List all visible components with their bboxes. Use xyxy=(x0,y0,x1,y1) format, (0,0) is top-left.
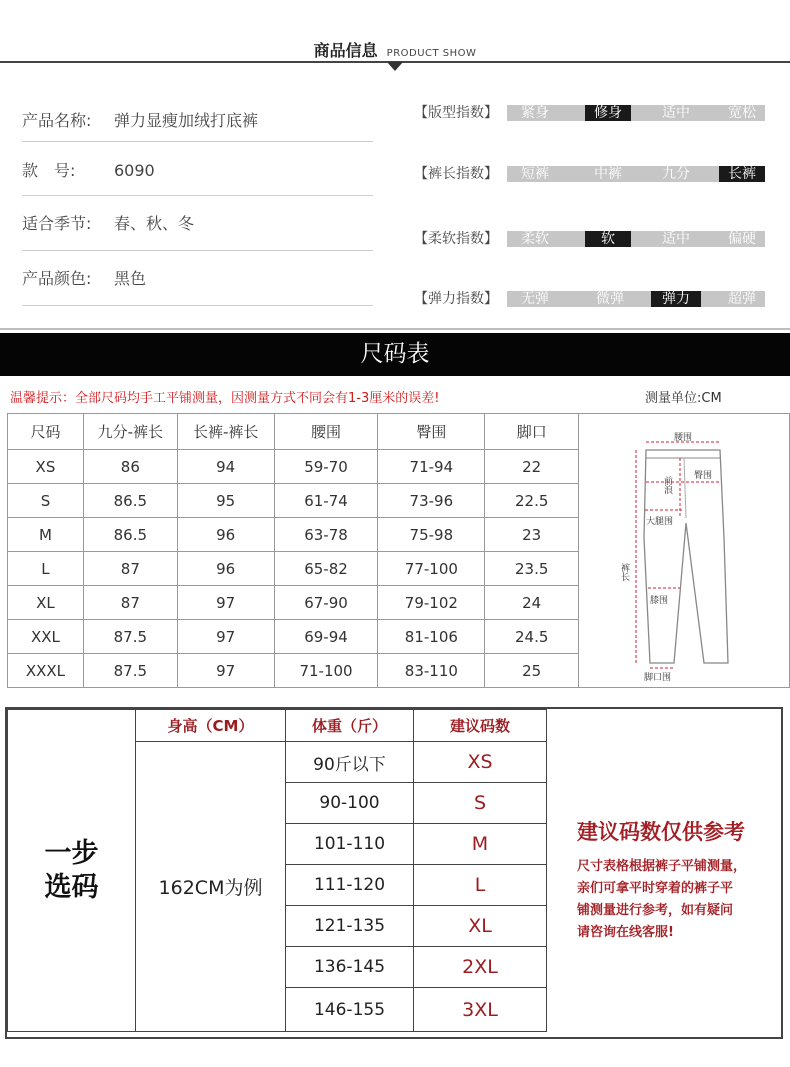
diagram-label-front-rise-1: 前浪 xyxy=(662,476,673,494)
header-title xyxy=(0,38,790,61)
index-label: 【弹力指数】 xyxy=(414,291,498,307)
cell-crop-length: 86.5 xyxy=(83,518,177,552)
suggestion-header xyxy=(8,710,547,742)
suggestion-table xyxy=(7,709,547,1032)
cell-hem: 22 xyxy=(485,450,579,484)
cell-hip: 77-100 xyxy=(378,552,485,586)
index-option-selected: 弹力 xyxy=(651,291,701,307)
index-option: 适中 xyxy=(662,231,690,247)
column-header: 长裤-裤长 xyxy=(177,414,274,450)
size-chart-banner: 尺码表 xyxy=(0,333,790,376)
cell-waist: 61-74 xyxy=(274,484,378,518)
diagram-label-waist: 腰围 xyxy=(674,433,693,443)
note-title: 建议码数仅供参考 xyxy=(577,820,745,844)
cell-hip: 81-106 xyxy=(378,620,485,654)
diagram-label-hem: 脚口围 xyxy=(644,673,672,683)
note-line: 铺测量进行参考，如有疑问 xyxy=(577,903,734,918)
measurement-unit: 测量单位:CM xyxy=(645,391,722,406)
cell-full-length: 96 xyxy=(177,552,274,586)
note-line: 尺寸表格根据裤子平铺测量， xyxy=(577,859,747,874)
step-label-line: 选码 xyxy=(44,871,99,903)
suggested-size: S xyxy=(414,783,547,824)
cell-full-length: 97 xyxy=(177,654,274,688)
info-row-season xyxy=(22,211,373,251)
cell-hem: 22.5 xyxy=(485,484,579,518)
info-row-style-no xyxy=(22,158,373,196)
weight-range: 90-100 xyxy=(286,783,414,824)
weight-range: 101-110 xyxy=(286,824,414,865)
info-label: 款 号: xyxy=(22,161,76,180)
step-label-line: 一步 xyxy=(44,837,99,869)
suggested-size: XS xyxy=(414,742,547,783)
column-header: 臀围 xyxy=(378,414,485,450)
index-label: 【版型指数】 xyxy=(414,105,498,121)
index-option-selected: 修身 xyxy=(585,105,631,121)
section-divider xyxy=(0,328,790,330)
weight-range: 136-145 xyxy=(286,947,414,988)
cell-waist: 71-100 xyxy=(274,654,378,688)
index-option: 柔软 xyxy=(521,231,549,247)
header-pointer-icon xyxy=(387,62,403,71)
column-header: 体重（斤） xyxy=(286,710,414,742)
index-option: 无弹 xyxy=(521,291,549,307)
size-table-header xyxy=(8,414,790,450)
index-option: 微弹 xyxy=(596,291,624,307)
index-option: 紧身 xyxy=(521,105,549,121)
cell-hip: 83-110 xyxy=(378,654,485,688)
cell-waist: 59-70 xyxy=(274,450,378,484)
info-value: 6090 xyxy=(114,161,155,180)
cell-size: XL xyxy=(8,586,84,620)
index-bar xyxy=(507,231,765,247)
weight-range: 121-135 xyxy=(286,906,414,947)
cell-crop-length: 87.5 xyxy=(83,654,177,688)
cell-full-length: 97 xyxy=(177,586,274,620)
weight-range: 111-120 xyxy=(286,865,414,906)
cell-hem: 24 xyxy=(485,586,579,620)
index-bar xyxy=(507,166,765,182)
index-option: 适中 xyxy=(662,105,690,121)
diagram-label-knee: 膝围 xyxy=(650,596,669,606)
cell-waist: 63-78 xyxy=(274,518,378,552)
index-option: 中裤 xyxy=(594,166,622,182)
header-title-en: PRODUCT SHOW xyxy=(386,48,477,59)
column-header: 尺码 xyxy=(8,414,84,450)
note-line: 请咨询在线客服! xyxy=(577,925,674,940)
diagram-label-hip: 臀围 xyxy=(694,471,713,481)
column-header: 脚口 xyxy=(485,414,579,450)
info-label: 适合季节: xyxy=(22,214,92,233)
cell-waist: 65-82 xyxy=(274,552,378,586)
cell-size: M xyxy=(8,518,84,552)
cell-full-length: 94 xyxy=(177,450,274,484)
cell-size: XXL xyxy=(8,620,84,654)
cell-hem: 23.5 xyxy=(485,552,579,586)
cell-hip: 71-94 xyxy=(378,450,485,484)
index-bar xyxy=(507,105,765,121)
pants-diagram-cell xyxy=(579,414,790,688)
info-row-color xyxy=(22,266,373,306)
suggested-size: 3XL xyxy=(414,988,547,1032)
column-header: 九分-裤长 xyxy=(83,414,177,450)
column-header: 腰围 xyxy=(274,414,378,450)
step-label xyxy=(8,710,136,1032)
note-body xyxy=(577,856,782,944)
index-option: 宽松 xyxy=(728,105,756,121)
diagram-label-length: 裤长 xyxy=(619,563,630,581)
info-value: 弹力显瘦加绒打底裤 xyxy=(114,111,259,130)
cell-hip: 75-98 xyxy=(378,518,485,552)
cell-hip: 73-96 xyxy=(378,484,485,518)
section-header xyxy=(0,0,790,75)
cell-crop-length: 87 xyxy=(83,586,177,620)
info-label: 产品颜色: xyxy=(22,269,92,288)
weight-range: 146-155 xyxy=(286,988,414,1032)
cell-crop-length: 86.5 xyxy=(83,484,177,518)
diagram-label-thigh: 大腿围 xyxy=(646,517,674,527)
info-value: 春、秋、冬 xyxy=(114,214,195,233)
cell-crop-length: 87 xyxy=(83,552,177,586)
cell-hip: 79-102 xyxy=(378,586,485,620)
cell-hem: 23 xyxy=(485,518,579,552)
cell-size: L xyxy=(8,552,84,586)
header-title-cn: 商品信息 xyxy=(313,41,378,60)
index-option-selected: 软 xyxy=(585,231,631,247)
suggested-size: 2XL xyxy=(414,947,547,988)
cell-waist: 69-94 xyxy=(274,620,378,654)
index-option-selected: 长裤 xyxy=(719,166,765,182)
info-value: 黑色 xyxy=(114,269,147,288)
cell-crop-length: 86 xyxy=(83,450,177,484)
column-header: 建议码数 xyxy=(414,710,547,742)
index-option: 偏硬 xyxy=(728,231,756,247)
size-table xyxy=(7,413,790,688)
measurement-tip: 温馨提示：全部尺码均手工平铺测量，因测量方式不同会有1-3厘米的误差! xyxy=(10,391,440,406)
index-label: 【柔软指数】 xyxy=(414,231,498,247)
index-option: 九分 xyxy=(662,166,690,182)
height-reference: 162CM为例 xyxy=(136,742,286,1032)
suggested-size: M xyxy=(414,824,547,865)
column-header: 身高（CM） xyxy=(136,710,286,742)
cell-size: XS xyxy=(8,450,84,484)
cell-full-length: 95 xyxy=(177,484,274,518)
cell-full-length: 97 xyxy=(177,620,274,654)
cell-size: S xyxy=(8,484,84,518)
info-row-name xyxy=(22,108,373,142)
weight-range: 90斤以下 xyxy=(286,742,414,783)
index-option: 短裤 xyxy=(521,166,549,182)
pants-measurement-icon xyxy=(619,428,744,683)
suggested-size: L xyxy=(414,865,547,906)
suggested-size: XL xyxy=(414,906,547,947)
index-label: 【裤长指数】 xyxy=(414,166,498,182)
cell-crop-length: 87.5 xyxy=(83,620,177,654)
index-option: 超弹 xyxy=(728,291,756,307)
cell-size: XXXL xyxy=(8,654,84,688)
size-note xyxy=(577,816,782,944)
cell-hem: 24.5 xyxy=(485,620,579,654)
index-bar xyxy=(507,291,765,307)
cell-waist: 67-90 xyxy=(274,586,378,620)
info-label: 产品名称: xyxy=(22,111,92,130)
note-line: 亲们可拿平时穿着的裤子平 xyxy=(577,881,734,896)
cell-hem: 25 xyxy=(485,654,579,688)
cell-full-length: 96 xyxy=(177,518,274,552)
